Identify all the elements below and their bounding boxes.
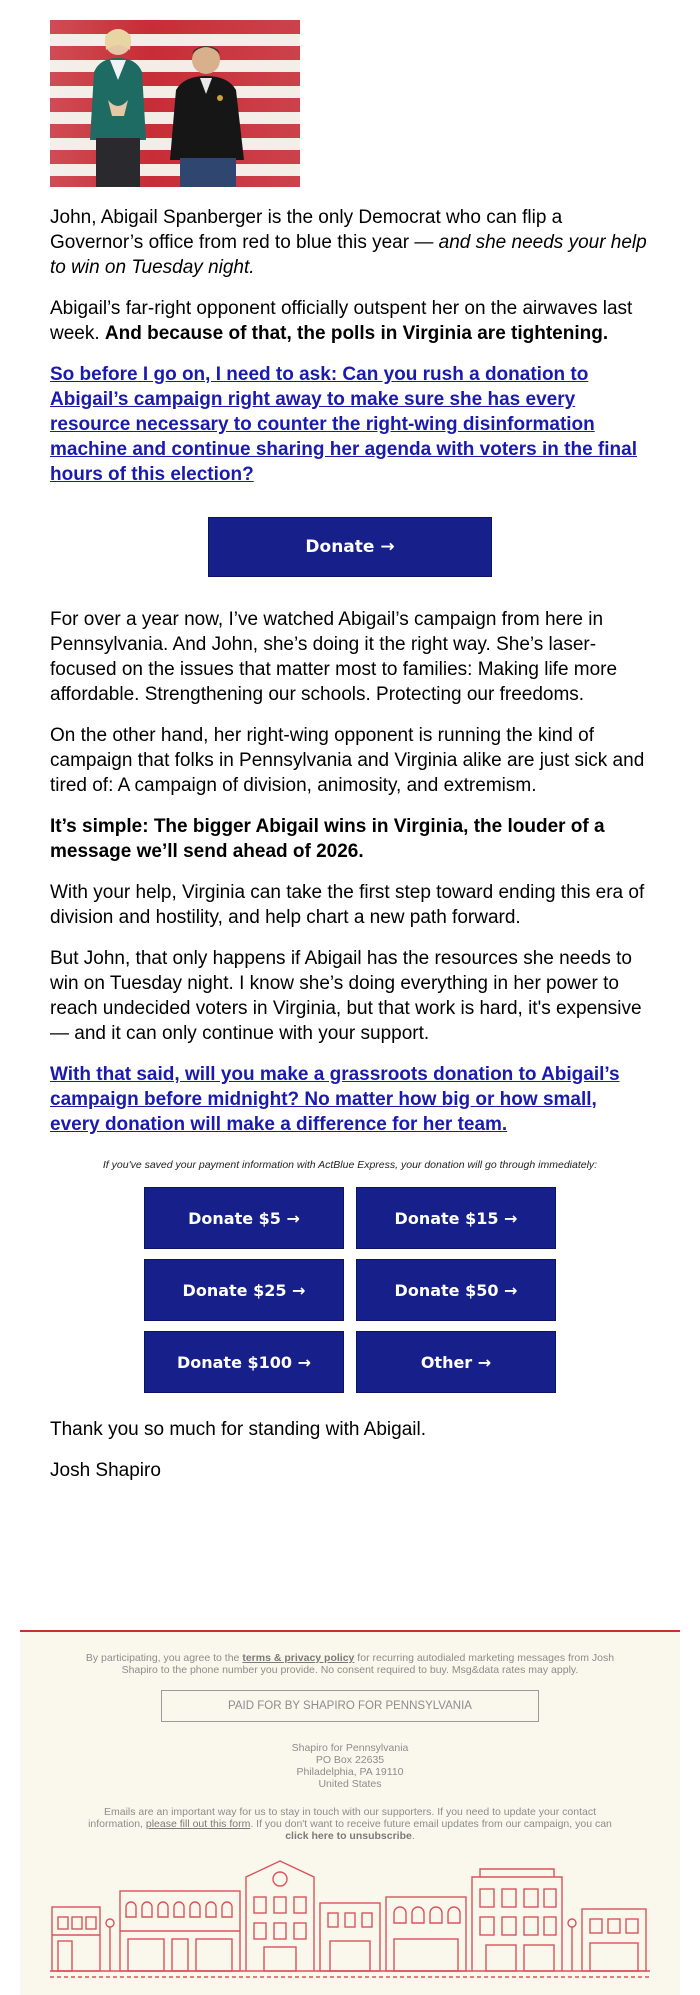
man-jeans bbox=[180, 158, 236, 187]
terms-privacy-link[interactable]: terms & privacy policy bbox=[242, 1652, 355, 1664]
donate-25-button[interactable]: Donate $25 → bbox=[144, 1259, 344, 1321]
footer-emails-note: Emails are an important way for us to stay in touch with our supporters. If you need to update your contact information, please fill out this form. If you don't want to receive future email updates from our campaign, you can click here to unsubscribe. bbox=[88, 1806, 612, 1842]
thank-you-text: Thank you so much for standing with Abigail. bbox=[50, 1419, 426, 1440]
signature: Josh Shapiro bbox=[50, 1460, 161, 1481]
hero-photo bbox=[50, 20, 300, 187]
footer-address: Shapiro for Pennsylvania PO Box 22635 Philadelphia, PA 19110 United States bbox=[291, 1742, 409, 1790]
paragraph-outspent: Abigail’s far-right opponent officially outspent her on the airwaves last week. And because of that, the polls in Virginia are tightening. bbox=[50, 298, 633, 344]
woman-pants bbox=[96, 138, 140, 187]
donate-other-button[interactable]: Other → bbox=[356, 1331, 556, 1393]
paragraph-resources: But John, that only happens if Abigail has the resources she needs to win on Tuesday night. I know she’s doing everything in her power to reach undecided voters in Virginia, but that work is hard, it's expensive — and it can only continue with your support. bbox=[50, 948, 642, 1044]
donate-15-button[interactable]: Donate $15 → bbox=[356, 1187, 556, 1249]
donate-amount-grid bbox=[144, 1187, 556, 1393]
donate-5-button[interactable]: Donate $5 → bbox=[144, 1187, 344, 1249]
paragraph-help: With your help, Virginia can take the first step toward ending this era of division and hostility, and help chart a new path forward. bbox=[50, 882, 645, 928]
footer bbox=[20, 1630, 680, 1995]
donate-main-button[interactable]: Donate → bbox=[208, 517, 492, 577]
actblue-express-note: If you've saved your payment information with ActBlue Express, your donation will go through immediately: bbox=[102, 1159, 598, 1171]
donation-ask-link-2[interactable]: With that said, will you make a grassroots donation to Abigail’s campaign before midnight? No matter how big or how small, every donation will make a difference for her team. bbox=[50, 1064, 620, 1135]
footer-legal: By participating, you agree to the terms & privacy policy for recurring autodialed marketing messages from Josh Shapiro to the phone number you provide. No consent required to buy. Msg&data rates may apply. bbox=[85, 1652, 615, 1676]
donation-ask-link-1[interactable]: So before I go on, I need to ask: Can you rush a donation to Abigail’s campaign right away to make sure she has every resource necessary to counter the right-wing disinformation machine and continue sharing her agenda with voters in the final hours of this election? bbox=[50, 364, 637, 485]
paragraph-watched: For over a year now, I’ve watched Abigail’s campaign from here in Pennsylvania. And John, she’s doing it the right way. She’s laser-focused on the issues that matter most to families: Making life more affordable. Strengthening our schools. Protecting our freedoms. bbox=[50, 609, 618, 705]
donate-100-button[interactable]: Donate $100 → bbox=[144, 1331, 344, 1393]
paid-for-box: PAID FOR BY SHAPIRO FOR PENNSYLVANIA bbox=[161, 1690, 539, 1722]
paragraph-simple: It’s simple: The bigger Abigail wins in Virginia, the louder of a message we’ll send ahead of 2026. bbox=[50, 816, 605, 862]
main-street-skyline-illustration bbox=[50, 1847, 650, 1987]
paragraph-intro: John, Abigail Spanberger is the only Democrat who can flip a Governor’s office from red to blue this year — and she needs your help to win on Tuesday night. bbox=[50, 207, 647, 278]
update-contact-form-link[interactable]: please fill out this form bbox=[145, 1818, 251, 1830]
email-body bbox=[50, 20, 650, 1483]
hero-figures bbox=[50, 20, 300, 187]
unsubscribe-link[interactable]: click here to unsubscribe bbox=[285, 1830, 412, 1842]
paragraph-opponent: On the other hand, her right-wing opponent is running the kind of campaign that folks in Pennsylvania and Virginia alike are just sick and tired of: A campaign of division, animosity, and extremism. bbox=[50, 725, 645, 796]
donate-50-button[interactable]: Donate $50 → bbox=[356, 1259, 556, 1321]
